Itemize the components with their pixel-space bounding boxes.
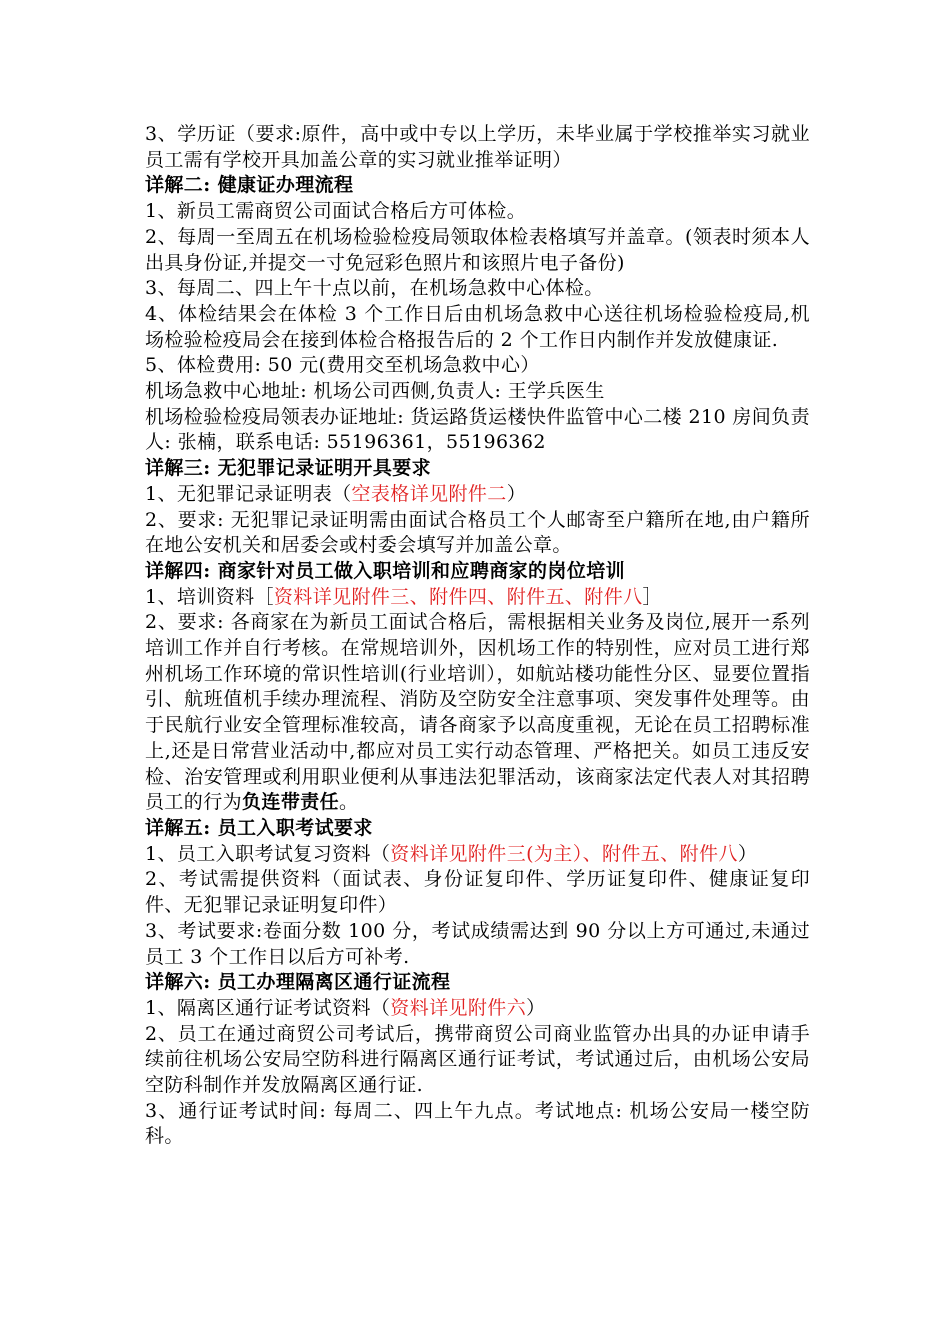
text: 3、考试要求:卷面分数 100 分，考试成绩需达到 90 分以上方可通过,未通过员工 3 个工作日以后方可补考. [145, 919, 810, 968]
education-certificate-item [145, 122, 810, 173]
text: 4、体检结果会在体检 3 个工作日后由机场急救中心送往机场检验检疫局,机场检验检疫局会在接到体检合格报告后的 2 个工作日内制作并发放健康证. [145, 302, 810, 351]
heading-text: 详解三: 无犯罪记录证明开具要求 [145, 457, 432, 480]
text: 机场急救中心地址: 机场公司西侧,负责人: 王学兵医生 [145, 380, 605, 403]
section-heading-health-certificate [145, 173, 810, 199]
text: ） [526, 996, 546, 1019]
training-step-2 [145, 610, 810, 816]
attachment-reference: 空表格详见附件二 [351, 482, 507, 505]
text: 2、要求: 各商家在为新员工面试合格后，需根据相关业务及岗位,展开一系列培训工作并自行考核。在常规培训外，因机场工作的特别性，应对员工进行郑州机场工作环境的常识性培训(行业培训），如航站楼功能性分区、显要位置指引、航班值机手续办理流程、消防及空防安全注意事项、突发事件处理等。由于民航行业安全管理标准较高，请各商家予以高度重视，无论在员工招聘标准上,还是日常营业活动中,都应对员工实行动态管理、严格把关。如员工违反安检、治安管理或利用职业便利从事违法犯罪活动，该商家法定代表人对其招聘员工的行为 [145, 611, 810, 814]
text: ） [737, 842, 758, 865]
attachment-reference: 资料详见附件六 [390, 996, 527, 1019]
section-heading-training [145, 559, 810, 585]
document-page [145, 122, 810, 1150]
text: 1、无犯罪记录证明表（ [145, 482, 352, 505]
exam-step-3 [145, 919, 810, 970]
health-step-4 [145, 302, 810, 353]
heading-text: 详解四: 商家针对员工做入职培训和应聘商家的岗位培训 [145, 559, 626, 582]
criminal-record-step-1 [145, 482, 810, 508]
health-step-2 [145, 225, 810, 276]
heading-text: 详解五: 员工入职考试要求 [145, 816, 373, 839]
text: 3、学历证（要求:原件，高中或中专以上学历，未毕业属于学校推举实习就业员工需有学校开具加盖公章的实习就业推举证明） [145, 123, 810, 171]
section-heading-entry-exam [145, 816, 810, 842]
text: 。 [339, 791, 359, 814]
text: 2、考试需提供资料（面试表、身份证复印件、学历证复印件、健康证复印件、无犯罪记录证明复印件） [145, 868, 810, 917]
text: 机场检验检疫局领表办证地址: 货运路货运楼快件监管中心二楼 210 房间负责人: 张楠，联系电话: 55196361，55196362 [145, 405, 810, 454]
text: 1、培训资料［ [145, 585, 274, 608]
exam-step-2 [145, 867, 810, 918]
pass-step-2 [145, 1022, 810, 1099]
text: 3、每周二、四上午十点以前，在机场急救中心体检。 [145, 277, 604, 300]
health-step-1 [145, 199, 810, 225]
health-step-5 [145, 353, 810, 379]
text: 3、通行证考试时间: 每周二、四上午九点。考试地点: 机场公安局一楼空防科。 [145, 1099, 810, 1148]
text: ］ [642, 585, 662, 608]
attachment-reference: 资料详见附件三、附件四、附件五、附件八 [273, 585, 643, 608]
quarantine-bureau-address [145, 405, 810, 456]
text: ） [506, 482, 527, 505]
text: 1、隔离区通行证考试资料（ [145, 996, 391, 1019]
text: 5、体检费用: 50 元(费用交至机场急救中心） [145, 354, 540, 377]
text: 1、员工入职考试复习资料（ [145, 842, 391, 865]
training-step-1 [145, 585, 810, 611]
heading-text: 详解二: 健康证办理流程 [145, 174, 354, 197]
emergency-center-address [145, 379, 810, 405]
health-step-3 [145, 276, 810, 302]
emphasis-text: 负连带责任 [242, 791, 340, 814]
section-heading-no-criminal-record [145, 456, 810, 482]
exam-step-1 [145, 842, 810, 868]
criminal-record-step-2 [145, 508, 810, 559]
pass-step-1 [145, 996, 810, 1022]
attachment-reference: 资料详见附件三(为主）、附件五、附件八 [390, 842, 738, 865]
text: 2、每周一至周五在机场检验检疫局领取体检表格填写并盖章。(领表时须本人出具身份证,并提交一寸免冠彩色照片和该照片电子备份) [145, 225, 810, 274]
text: 1、新员工需商贸公司面试合格后方可体检。 [145, 200, 527, 223]
heading-text: 详解六: 员工办理隔离区通行证流程 [145, 971, 451, 994]
pass-step-3 [145, 1099, 810, 1150]
section-heading-pass [145, 970, 810, 996]
text: 2、要求: 无犯罪记录证明需由面试合格员工个人邮寄至户籍所在地,由户籍所在地公安机关和居委会或村委会填写并加盖公章。 [145, 508, 810, 557]
text: 2、员工在通过商贸公司考试后，携带商贸公司商业监管办出具的办证申请手续前往机场公安局空防科进行隔离区通行证考试，考试通过后，由机场公安局空防科制作并发放隔离区通行证. [145, 1022, 810, 1097]
